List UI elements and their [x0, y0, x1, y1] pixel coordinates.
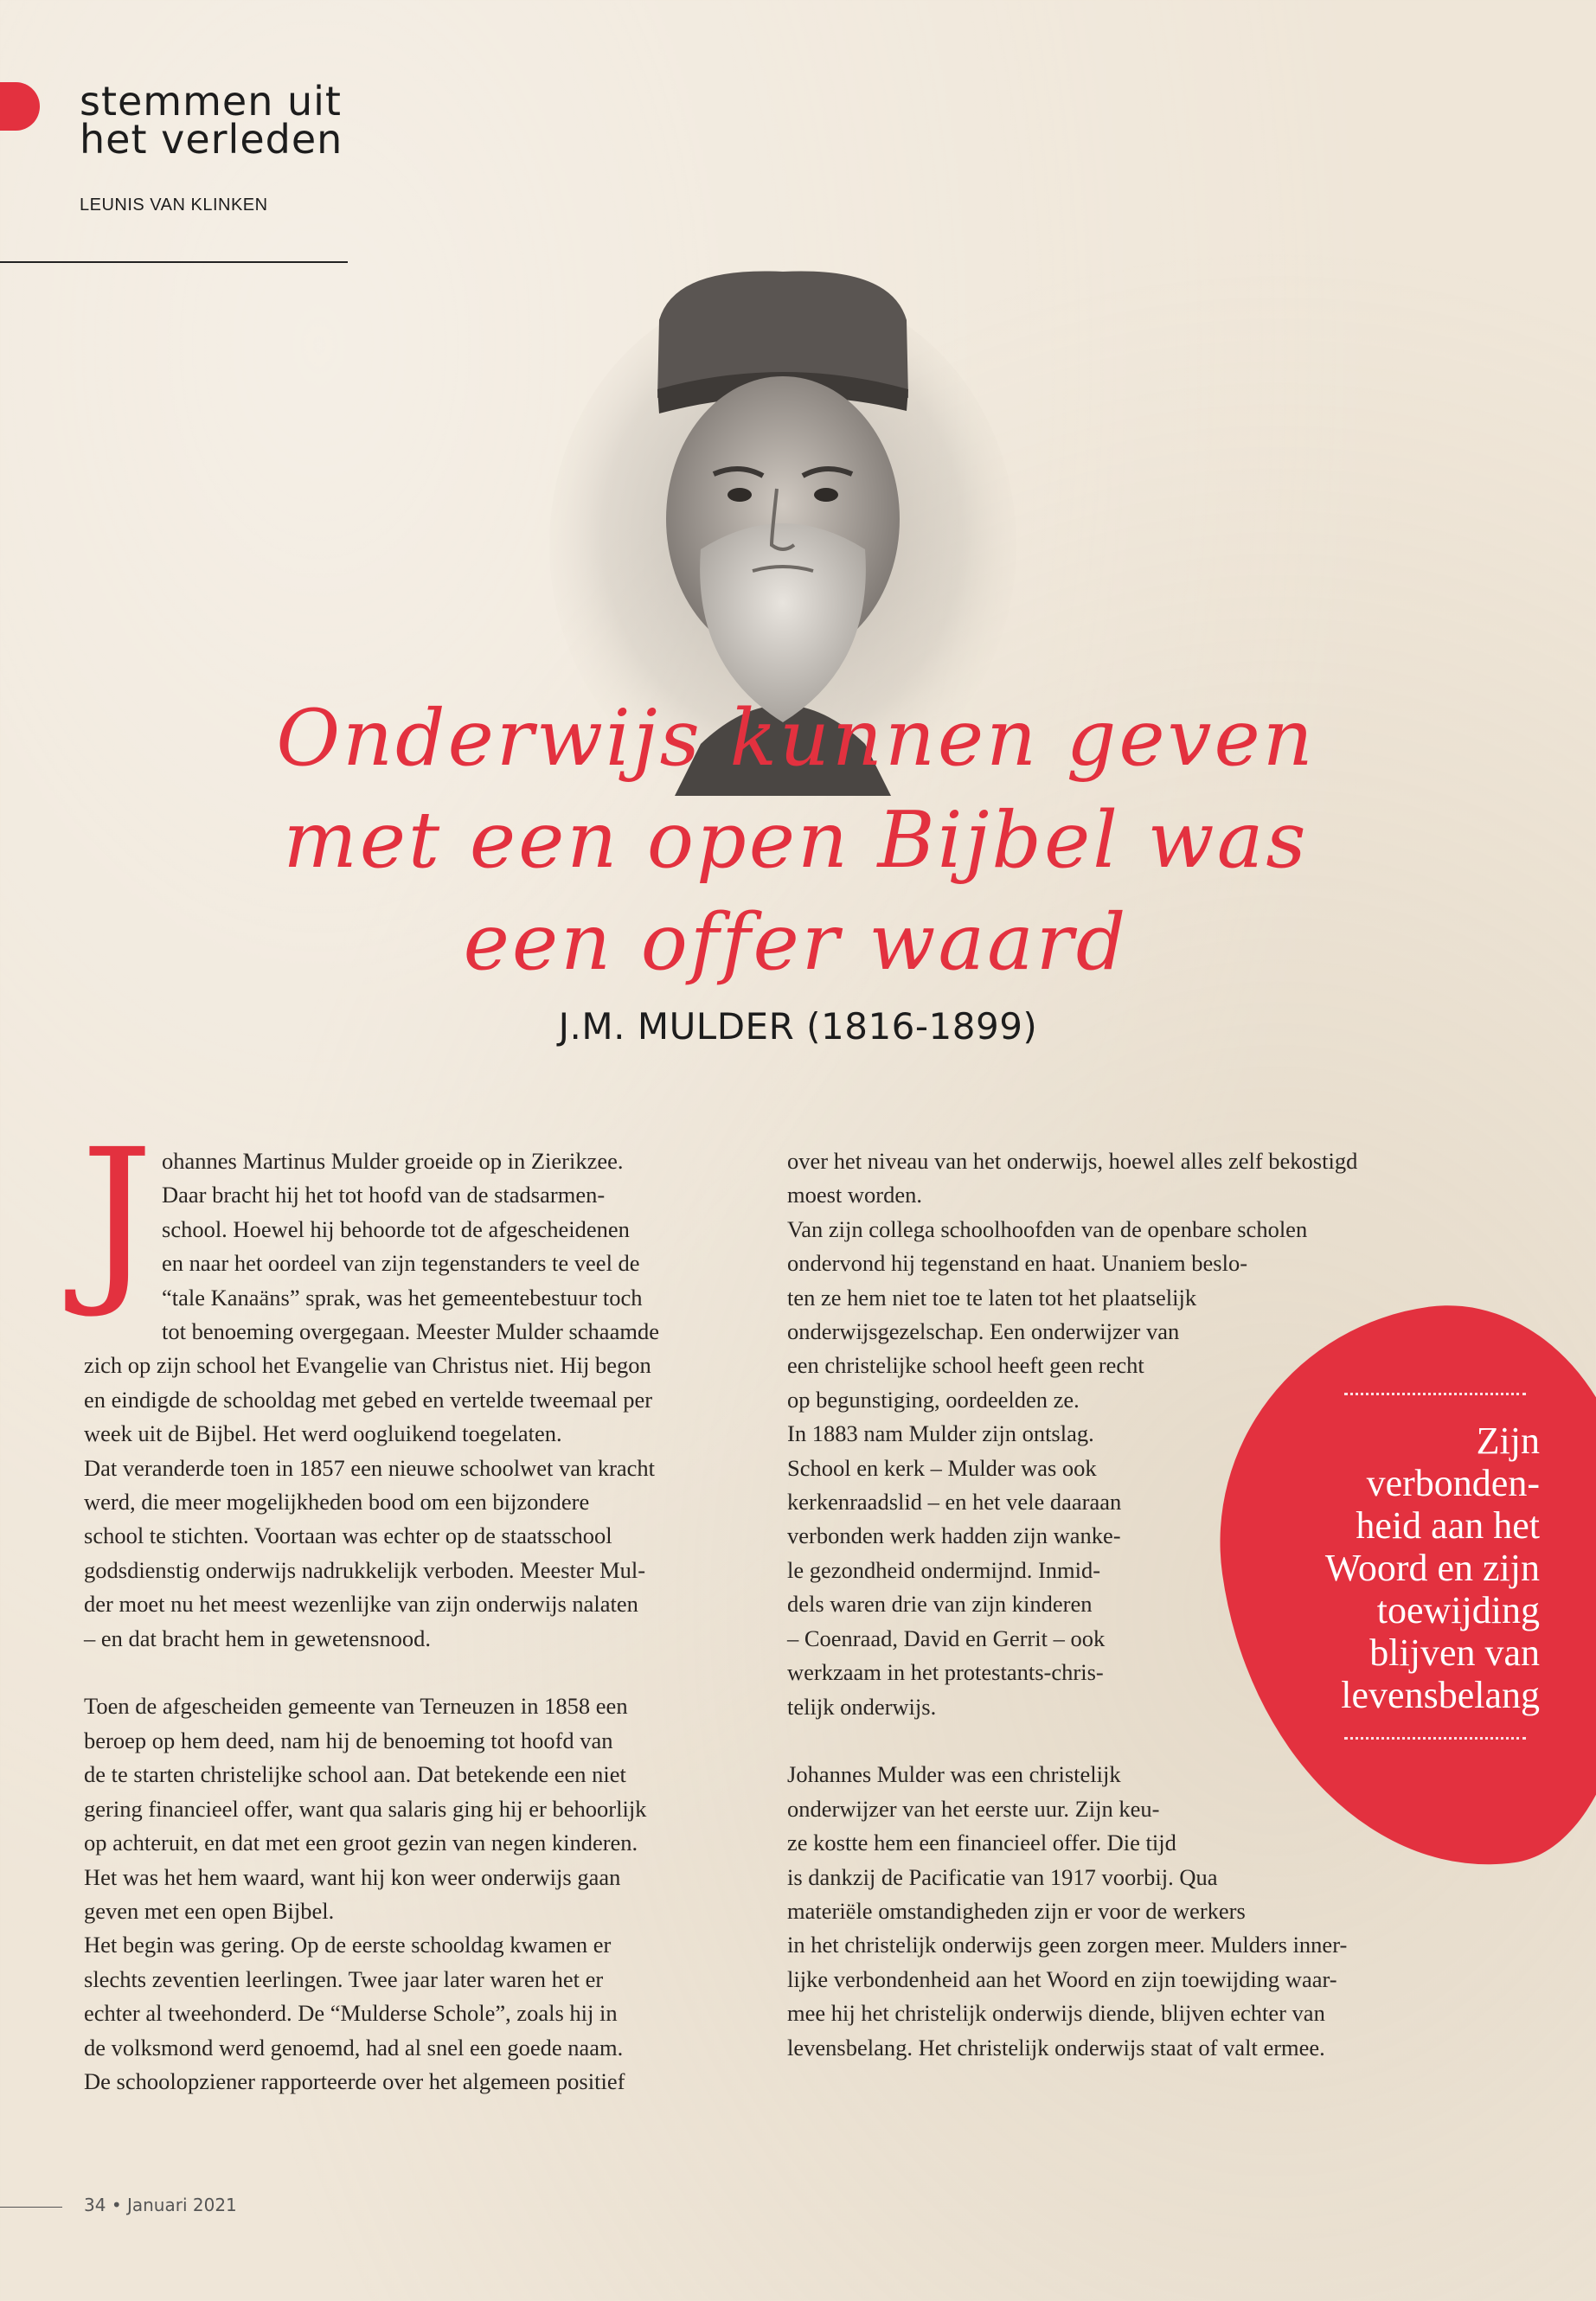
section-marker [0, 82, 40, 131]
page-footer [84, 2195, 237, 2215]
body-line: geven met een open Bijbel. [84, 1897, 335, 1924]
body-line: een christelijke school heeft geen recht [787, 1352, 1144, 1379]
footer-separator: • [111, 2195, 122, 2215]
paragraph-gap [84, 1656, 759, 1689]
body-line: op begunstiging, oordeelden ze. [787, 1386, 1080, 1413]
headline-line2: met een open Bijbel was [283, 795, 1309, 886]
body-line: gering financieel offer, want qua salaris ging hij er behoorlijk [84, 1795, 647, 1822]
body-line: godsdienstig onderwijs nadrukkelijk verboden. Meester Mul- [84, 1556, 646, 1583]
body-line: onderwijzer van het eerste uur. Zijn keu- [787, 1795, 1160, 1822]
pull-quote-line: levensbelang [1341, 1674, 1540, 1716]
page-number: 34 [84, 2195, 106, 2215]
issue-date: Januari 2021 [126, 2195, 237, 2215]
body-line: dels waren drie van zijn kinderen [787, 1591, 1093, 1618]
body-line: in het christelijk onderwijs geen zorgen meer. Mulders inner- [787, 1932, 1348, 1958]
headline-line1: Onderwijs kunnen geven [276, 693, 1316, 784]
body-line: ten ze hem niet toe te laten tot het plaatselijk [787, 1284, 1197, 1311]
body-line: ze kostte hem een financieel offer. Die tijd [787, 1830, 1176, 1856]
footer-divider [0, 2207, 62, 2208]
author-byline: LEUNIS VAN KLINKEN [80, 195, 268, 215]
body-line: Johannes Mulder was een christelijk [787, 1761, 1121, 1788]
body-line: en naar het oordeel van zijn tegenstanders te veel de [162, 1250, 640, 1277]
body-line: is dankzij de Pacificatie van 1917 voorbij. Qua [787, 1863, 1218, 1890]
body-line: levensbelang. Het christelijk onderwijs staat of valt ermee. [787, 2034, 1325, 2061]
body-line: ohannes Martinus Mulder groeide op in Zierikzee. [162, 1148, 624, 1174]
subheadline: J.M. MULDER (1816-1899) [558, 1005, 1038, 1048]
body-line: verbonden werk hadden zijn wanke- [787, 1522, 1121, 1549]
body-line: materiële omstandigheden zijn er voor de werkers [787, 1897, 1246, 1924]
body-line: en eindigde de schooldag met gebed en vertelde tweemaal per [84, 1386, 653, 1413]
pull-quote-line: blijven van [1369, 1631, 1540, 1674]
body-line: school. Hoewel hij behoorde tot de afgescheidenen [162, 1215, 630, 1242]
body-line: School en kerk – Mulder was ook [787, 1454, 1097, 1481]
section-title-line1: stemmen uit [80, 78, 342, 125]
body-line: ondervond hij tegenstand en haat. Unaniem beslo- [787, 1250, 1248, 1277]
headline [121, 688, 1471, 994]
body-line: De schoolopziener rapporteerde over het algemeen positief [84, 2067, 625, 2094]
section-title-line2: het verleden [80, 116, 343, 163]
body-line: Daar bracht hij het tot hoofd van de stadsarmen- [162, 1182, 606, 1208]
body-line: werd, die meer mogelijkheden bood om een bijzondere [84, 1489, 590, 1516]
body-line: “tale Kanaäns” sprak, was het gemeentebestuur toch [162, 1284, 643, 1311]
body-line: tot benoeming overgegaan. Meester Mulder schaamde [162, 1318, 659, 1345]
body-line: Dat veranderde toen in 1857 een nieuwe schoolwet van kracht [84, 1454, 656, 1481]
body-line: de te starten christelijke school aan. Dat betekende een niet [84, 1761, 626, 1788]
pull-quote-line: Zijn [1476, 1420, 1540, 1462]
section-title [80, 78, 343, 163]
body-line: over het niveau van het onderwijs, hoewel alles zelf bekostigd [787, 1148, 1358, 1174]
body-line: moest worden. [787, 1182, 923, 1208]
article-column-left [80, 1110, 759, 2099]
body-line: werkzaam in het protestants-chris- [787, 1659, 1104, 1686]
body-line: mee hij het christelijk onderwijs diende, blijven echter van [787, 2000, 1325, 2027]
body-line: In 1883 nam Mulder zijn ontslag. [787, 1420, 1094, 1447]
body-line: telijk onderwijs. [787, 1693, 937, 1720]
body-line: le gezondheid ondermijnd. Inmid- [787, 1556, 1101, 1583]
body-line: kerkenraadslid – en het vele daaraan [787, 1489, 1122, 1516]
body-line: de volksmond werd genoemd, had al snel een goede naam. [84, 2034, 624, 2061]
body-line: op achteruit, en dat met een groot gezin van negen kinderen. [84, 1830, 638, 1856]
headline-line3: een offer waard [463, 897, 1129, 988]
body-line: week uit de Bijbel. Het werd oogluikend toegelaten. [84, 1420, 562, 1447]
body-line: – Coenraad, David en Gerrit – ook [787, 1625, 1106, 1651]
body-line: der moet nu het meest wezenlijke van zijn onderwijs nalaten [84, 1591, 638, 1618]
body-line: onderwijsgezelschap. Een onderwijzer van [787, 1318, 1180, 1345]
pull-quote-line: toewijding [1376, 1589, 1540, 1631]
article-column-right [787, 1144, 1471, 2065]
body-line: echter al tweehonderd. De “Mulderse Schole”, zoals hij in [84, 2000, 618, 2027]
pull-quote-line: Woord en zijn [1324, 1547, 1540, 1589]
header-divider [0, 261, 348, 263]
paragraph-gap [787, 1724, 1471, 1758]
body-line: zich op zijn school het Evangelie van Christus niet. Hij begon [84, 1352, 651, 1379]
body-line: Van zijn collega schoolhoofden van de openbare scholen [787, 1215, 1308, 1242]
body-line: Het begin was gering. Op de eerste schooldag kwamen er [84, 1932, 612, 1958]
pull-quote-line: heid aan het [1356, 1504, 1540, 1547]
drop-cap: J [80, 1110, 154, 1322]
body-line: slechts zeventien leerlingen. Twee jaar later waren het er [84, 1965, 604, 1992]
body-line: – en dat bracht hem in gewetensnood. [84, 1625, 432, 1651]
body-line: school te stichten. Voortaan was echter op de staatsschool [84, 1522, 612, 1549]
pull-quote-line: verbonden- [1366, 1462, 1540, 1504]
body-line: beroep op hem deed, nam hij de benoeming tot hoofd van [84, 1727, 613, 1753]
body-line: Toen de afgescheiden gemeente van Terneuzen in 1858 een [84, 1693, 628, 1720]
body-line: Het was het hem waard, want hij kon weer onderwijs gaan [84, 1863, 621, 1890]
body-line: lijke verbondenheid aan het Woord en zijn toewijding waar- [787, 1965, 1337, 1992]
